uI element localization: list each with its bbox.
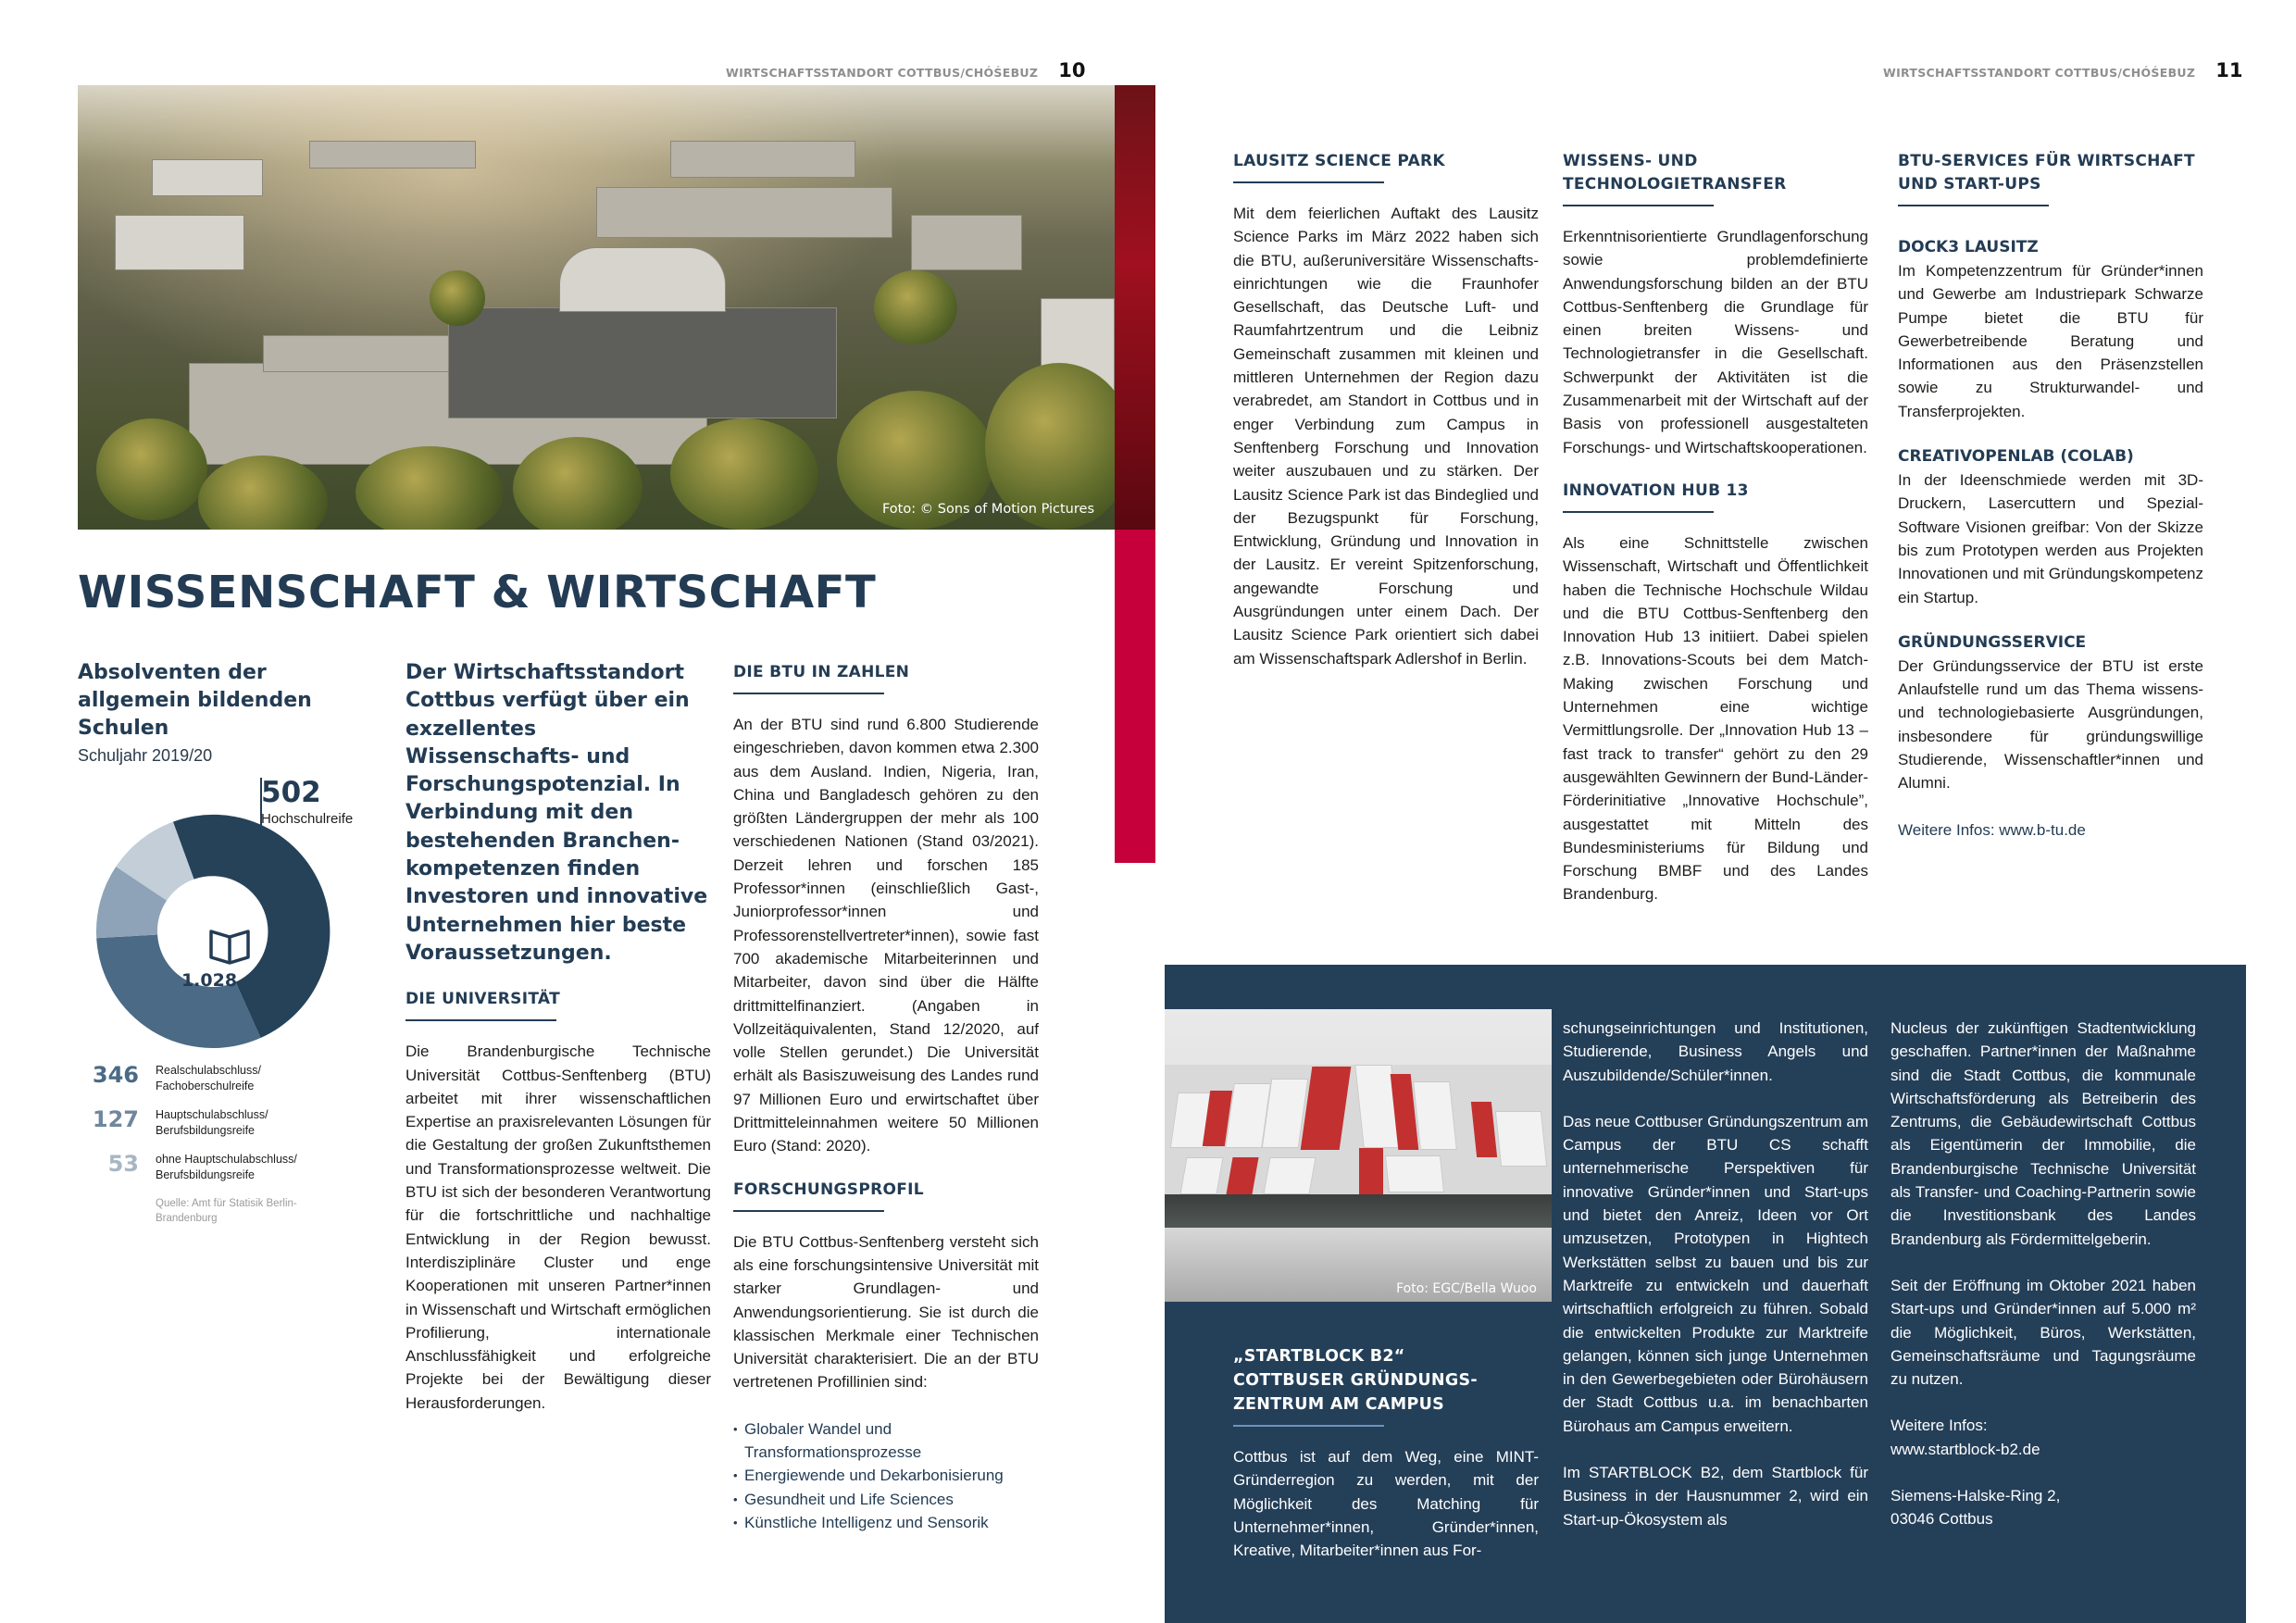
startblock-column-2 xyxy=(1563,1017,1868,1531)
highlight-label: Hochschulreife xyxy=(261,811,354,827)
section-heading: FORSCHUNGSPROFIL xyxy=(733,1180,924,1199)
section-heading: INNOVATION HUB 13 xyxy=(1563,481,1749,500)
page-number: 10 xyxy=(1058,59,1086,81)
section-heading: WISSENS- UND TECHNOLOGIETRANSFER xyxy=(1563,152,1787,194)
column-btu-services xyxy=(1898,150,2203,842)
section-heading: LAUSITZ SCIENCE PARK xyxy=(1233,152,1445,170)
running-head-title: WIRTSCHAFTSSTANDORT COTTBUS/CHÓŚEBUZ xyxy=(1883,66,2196,80)
body-text: In der Ideenschmiede werden mit 3D-Druckern, Lasercuttern und Spezial-Software Visionen greifbar: Von der Skizze bis zum Prototypen werden aus Projekten Innovationen und mit Gründungskompetenz ein Startup. xyxy=(1898,471,2203,606)
heading-rule xyxy=(1233,1425,1384,1427)
heading-rule xyxy=(1233,181,1384,183)
section-heading: DIE UNIVERSITÄT xyxy=(406,990,560,1009)
graduates-chart-block xyxy=(78,659,383,991)
running-head-right xyxy=(1883,59,2242,81)
body-text: schungseinrichtungen und Institutionen, Studierende, Business Angels und Auszubildende/Schüler*innen. xyxy=(1563,1019,1868,1084)
running-head-left xyxy=(726,59,1085,81)
photo-credit: Foto: © Sons of Motion Pictures xyxy=(881,502,1094,517)
heading-rule xyxy=(1563,511,1714,513)
list-item: • Globaler Wandel und Transformationsprozesse xyxy=(733,1417,1039,1465)
list-item: • Gesundheit und Life Sciences xyxy=(733,1488,1039,1511)
body-text: Cottbus ist auf dem Weg, eine MINT-Gründerregion zu werden, mit der Möglichkeit des Matching für Unternehmer*innen, Gründer*innen, Kreative, Mitarbeiter*innen aus For- xyxy=(1233,1448,1539,1560)
body-text: Mit dem feierlichen Auftakt des Lausitz Science Parks im März 2022 haben sich die BTU, außeruniversitäre Wissenschafts-einrichtungen wie die Fraunhofer Gesellschaft, das Deutsche Luft- und Raumfahrtzentrum und die Leibniz Gemeinschaft zusammen mit kleinen und mittleren Unternehmen der Region dazu verabredet, am Standort in Cottbus und in enger Verbindung zum Campus in Senftenberg Forschung und Innovation weiter auszubauen und zu stärken. Der Lausitz Science Park ist das Bindeglied und der Bezugspunkt für Forschung, Entwicklung, Gründung und Innovation in der Lausitz. Er vereint Spitzenforschung, angewandte Forschung und Ausgründungen unter einem Dach. Der Lausitz Science Park orientiert sich dabei am Wissenschaftspark Adlershof in Berlin. xyxy=(1233,205,1539,668)
chart-legend xyxy=(78,1063,393,1226)
lead-paragraph: Der Wirtschaftsstandort Cottbus verfügt über ein exzellentes Wissenschafts- und Forschungspotenzial. In Verbindung mit den bestehenden Branchenkompetenzen finden Investoren und innovative Unternehmen hier beste Voraussetzungen. xyxy=(406,661,708,965)
column-transfer xyxy=(1563,150,1868,906)
legend-value: 346 xyxy=(92,1062,139,1088)
column-universitaet xyxy=(406,659,711,1415)
section-heading: BTU-SERVICES FÜR WIRTSCHAFT UND START-UPS xyxy=(1898,152,2195,194)
legend-row xyxy=(78,1063,393,1094)
legend-label: Hauptschulabschluss/ Berufsbildungsreife xyxy=(156,1108,268,1137)
startblock-building-photo xyxy=(1165,1009,1552,1302)
heading-rule xyxy=(733,1210,884,1212)
heading-rule xyxy=(1898,205,2049,206)
startblock-column-3 xyxy=(1890,1017,2196,1531)
legend-value: 53 xyxy=(107,1151,139,1177)
body-text: Der Gründungsservice der BTU ist erste Anlaufstelle rund um das Thema wissens- und technologiebasierte Ausgründungen, insbesondere für gründungswillige Studierende, Wissenschaftler*innen und Alumni. xyxy=(1898,656,2203,793)
body-text: Seit der Eröffnung im Oktober 2021 haben Start-ups und Gründer*innen auf 5.000 m² die Möglichkeit, Büros, Werkstätten, Gemeinschaftsräume und Tagungsräume zu nutzen. xyxy=(1890,1276,2196,1389)
page-number: 11 xyxy=(2215,59,2243,81)
legend-value: 127 xyxy=(92,1106,139,1132)
column-btu-zahlen xyxy=(733,661,1039,1534)
body-text: Das neue Cottbuser Gründungszentrum am Campus der BTU CS schafft unternehmerische Perspektiven für innovative Gründer*innen und Start-ups und bietet den Anreiz, Ideen vor Ort umzusetzen, Prototypen in Hightech Werkstätten selbst zu bauen und bis zur Marktreife zu entwickeln und dauerhaft wirtschaftlich erfolgreich zu führen. Sobald die entwickelten Produkte zur Marktreife gelangen, können sich junge Unternehmen in den Gewerbegebieten oder Bürohäusern der Stadt Cottbus u.a. im benachbarten Bürohaus am Campus erweitern. xyxy=(1563,1112,1868,1435)
campus-aerial-photo xyxy=(78,85,1155,530)
body-text: Im STARTBLOCK B2, dem Startblock für Business in der Hausnummer 2, wird ein Start-up-Ökosystem als xyxy=(1563,1464,1868,1529)
service-title: CREATIVOPENLAB (COLAB) xyxy=(1898,447,2134,467)
address-line: 03046 Cottbus xyxy=(1890,1510,1993,1529)
startblock-column-1 xyxy=(1233,1344,1539,1562)
body-text: An der BTU sind rund 6.800 Studierende eingeschrieben, davon kommen etwa 2.300 aus dem Ausland. Indien, Nigeria, Iran, China und Bangladesch gehören zu den größten Ländergruppen der mehr als 100 verschiedenen Nationen (Stand 03/2021). Derzeit lehren und forschen 185 Professor*innen (einschließlich Gast-, Juniorprofessor*innen und Professorenstellvertreter*innen), sowie fast 700 akademische Mitarbeiterinnen und Mitarbeiter, davon sind über die Hälfte drittmittelfinanziert. (Angaben in Vollzeitäquivalenten, Stand 12/2020, auf volle Stellen gerundet.) Die Universität erhält als Basiszuweisung des Landes rund 97 Millionen Euro und erwirtschaftet über Drittmitteleinnahmen weitere 50 Millionen Euro (Stand: 2020). xyxy=(733,716,1039,1155)
body-text: Als eine Schnittstelle zwischen Wissenschaft, Wirtschaft und Öffentlichkeit haben die Technische Hochschule Wildau und die BTU Cottbus-Senftenberg den Innovation Hub 13 initiiert. Dabei spielen z.B. Innovations-Scouts bei dem Match-Making zwischen Forschung und Unternehmen eine wichtige Vermittlungsrolle. Der „Innovation Hub 13 – fast track to transfer“ gehört zu den 29 ausgewählten Gewinnern der Bund-Länder-Förderinitiative „Innovative Hochschule”, ausgestattet mit Mitteln des Bundesministeriums für Bildung und Forschung BMBF und des Landes Brandenburg. xyxy=(1563,533,1868,904)
more-info-link[interactable]: www.startblock-b2.de xyxy=(1890,1440,2040,1458)
chart-subtitle: Schuljahr 2019/20 xyxy=(78,746,213,765)
heading-rule xyxy=(406,1019,556,1021)
column-science-park xyxy=(1233,150,1539,670)
body-text: Nucleus der zukünftigen Stadtentwicklung geschaffen. Partner*innen der Maßnahme sind die Stadt Cottbus, die kommunale Wirtschaftsförderung als Betreiberin des Zentrums, die Gebäudewirtschaft Cottbus als Eigentümerin der Immobilie, die Brandenburgische Technische Universität als Transfer- und Coaching-Partnerin sowie die Investitionsbank des Landes Brandenburg als Fördermittelgeberin. xyxy=(1890,1019,2196,1248)
section-heading: „STARTBLOCK B2“ COTTBUSER GRÜNDUNGS- ZENTRUM AM CAMPUS xyxy=(1233,1347,1478,1414)
legend-row xyxy=(78,1152,393,1183)
list-item: • Energiewende und Dekarbonisierung xyxy=(733,1464,1039,1487)
more-info-label: Weitere Infos: xyxy=(1890,1417,1988,1435)
list-item: • Künstliche Intelligenz und Sensorik xyxy=(733,1511,1039,1534)
section-heading: DIE BTU IN ZAHLEN xyxy=(733,663,910,681)
more-info-link[interactable]: Weitere Infos: www.b-tu.de xyxy=(1898,820,2086,839)
profile-lines-list xyxy=(733,1417,1039,1534)
service-title: GRÜNDUNGSSERVICE xyxy=(1898,632,2087,652)
highlight-value: 502 xyxy=(261,776,321,809)
heading-rule xyxy=(733,693,884,694)
service-title: DOCK3 LAUSITZ xyxy=(1898,238,2039,256)
book-icon xyxy=(208,928,251,965)
heading-rule xyxy=(1563,205,1714,206)
more-info xyxy=(1890,1414,2196,1461)
legend-row xyxy=(78,1107,393,1139)
photo-credit: Foto: EGC/Bella Wuoo xyxy=(1396,1281,1537,1296)
donut-total: 1.028 xyxy=(181,970,238,991)
chart-source: Quelle: Amt für Statisik Berlin- Brandenburg xyxy=(156,1198,297,1224)
legend-label: ohne Hauptschulabschluss/ Berufsbildungsreife xyxy=(156,1153,297,1181)
body-text: Die BTU Cottbus-Senftenberg versteht sich als eine forschungsintensive Universität mit starker Grundlagen- und Anwendungsorientierung. Sie ist durch die klassischen Merkmale einer Technischen Universität charakterisiert. Die an der BTU vertretenen Profillinien sind: xyxy=(733,1232,1039,1392)
address xyxy=(1890,1484,2196,1531)
body-text: Die Brandenburgische Technische Universität Cottbus-Senftenberg (BTU) arbeitet mit ihrer wissenschaftlichen Expertise an praxisrelevanten Lösungen für die Gestaltung der großen Zukunftsthemen und Transformationsprozesse weltweit. Die BTU ist sich der besonderen Verantwortung für die fortschrittliche und nachhaltige Entwicklung in der Region bewusst. Interdisziplinäre Cluster und enge Kooperationen mit unseren Partner*innen in Wissenschaft und Wirtschaft ermöglichen Profilierung, internationale Anschlussfähigkeit und erfolgreiche Projekte bei der Bewältigung dieser Herausforderungen. xyxy=(406,1042,711,1412)
chart-title: Absolventen der allgemein bildenden Schulen xyxy=(78,661,312,740)
running-head-title: WIRTSCHAFTSSTANDORT COTTBUS/CHÓŚEBUZ xyxy=(726,66,1039,80)
donut-chart xyxy=(78,759,383,1055)
address-line: Siemens-Halske-Ring 2, xyxy=(1890,1487,2061,1505)
page-title: WISSENSCHAFT & WIRTSCHAFT xyxy=(78,567,877,618)
legend-label: Realschulabschluss/ Fachoberschulreife xyxy=(156,1064,261,1092)
body-text: Erkenntnisorientierte Grundlagenforschung sowie problemdefinierte Anwendungsforschung bilden an der BTU Cottbus-Senftenberg die Grundlage für einen breiten Wissens- und Technologietransfer in die Gesellschaft. Schwerpunkt der Aktivitäten ist die Zusammenarbeit mit der Wirtschaft auf der Basis von professionell ausgestalteten Forschungs- und Wirtschaftskooperationen. xyxy=(1563,228,1868,456)
body-text: Im Kompetenzzentrum für Gründer*innen und Gewerbe am Industriepark Schwarze Pumpe bietet die BTU für Gewerbetreibende Beratung und Informationen aus den Präsenzstellen sowie zu Strukturwandel- und Transferprojekten. xyxy=(1898,262,2203,420)
